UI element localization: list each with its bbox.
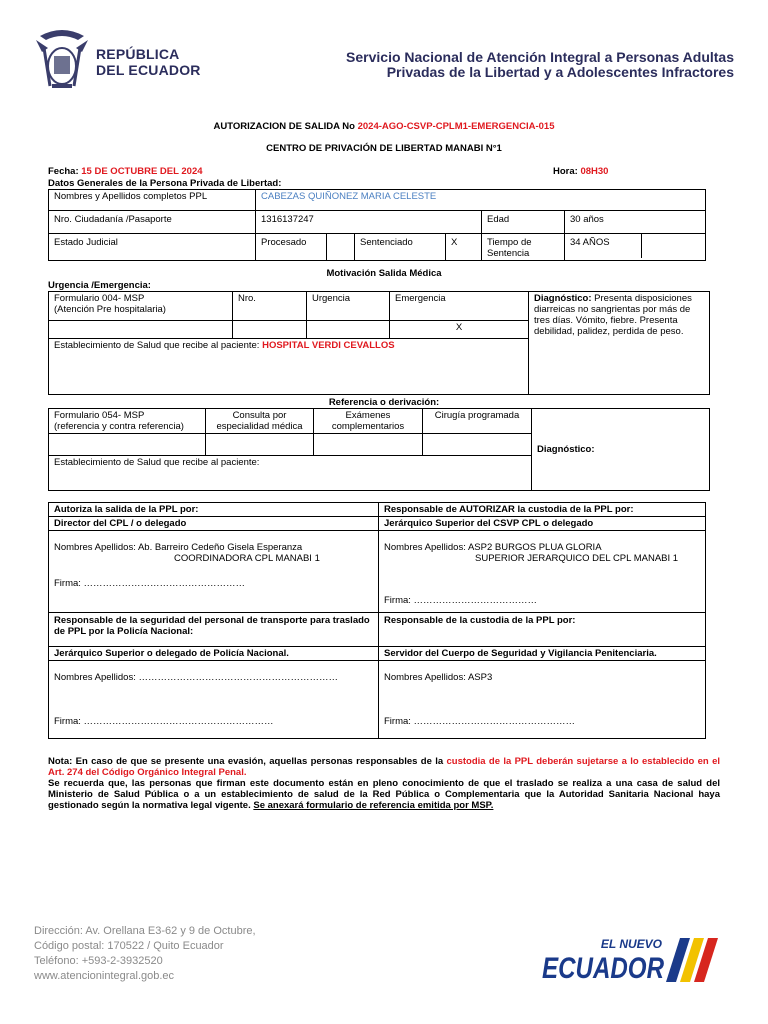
service-title <box>346 50 734 80</box>
edad-value: 30 años <box>565 211 706 234</box>
tiempo-sentencia-value: 34 AÑOS <box>565 234 642 258</box>
director-nombres: Nombres Apellidos: Ab. Barreiro Cedeño Gisela Esperanza <box>54 542 303 553</box>
director-signature-cell <box>49 531 379 613</box>
hora-label: Hora: <box>553 166 581 177</box>
nota-block <box>48 756 720 811</box>
el-nuevo-ecuador-logo <box>538 932 728 988</box>
auth-prefix: AUTORIZACION DE SALIDA No <box>213 121 358 132</box>
director-heading: Director del CPL / o delegado <box>49 517 379 531</box>
datos-generales-heading: Datos Generales de la Persona Privada de Libertad: <box>48 178 282 189</box>
autoriza-heading: Autoriza la salida de la PPL por: <box>49 503 379 517</box>
signatures-table <box>48 502 706 739</box>
jerarquico-csvp-heading: Jerárquico Superior del CSVP CPL o delegado <box>379 517 706 531</box>
republica-line-2: DEL ECUADOR <box>96 62 201 78</box>
nro-value <box>233 321 307 339</box>
policia-signature-cell <box>49 661 379 739</box>
cirugia-value <box>423 434 532 456</box>
examenes-label: Exámenes complementarios <box>314 409 423 434</box>
custodia-nombres: Nombres Apellidos: ASP3 <box>384 672 493 683</box>
authorization-title <box>0 121 768 132</box>
nombres-value: CABEZAS QUIÑONEZ MARIA CELESTE <box>256 190 706 211</box>
responsable-autorizar-heading: Responsable de AUTORIZAR la custodia de la PPL por: <box>379 503 706 517</box>
csvp-signature-cell <box>379 531 706 613</box>
service-line-2: Privadas de la Libertad y a Adolescentes Infractores <box>386 64 734 80</box>
service-line-1: Servicio Nacional de Atención Integral a Personas Adultas <box>346 49 734 65</box>
referencia-title: Referencia o derivación: <box>328 397 440 408</box>
auth-number: 2024-AGO-CSVP-CPLM1-EMERGENCIA-015 <box>357 121 555 132</box>
custodia-signature-cell <box>379 661 706 739</box>
csvp-firma: Firma: ………………………………… <box>384 595 538 606</box>
edad-label: Edad <box>482 211 565 234</box>
ref-diagnostico-cell <box>532 409 710 491</box>
custodia-firma: Firma: …………………………………………… <box>384 716 576 727</box>
estado-judicial-label: Estado Judicial <box>49 234 256 261</box>
policia-subheading: Jerárquico Superior o delegado de Policía Nacional. <box>49 647 379 661</box>
nombres-label: Nombres y Apellidos completos PPL <box>49 190 256 211</box>
diagnostico-text: Presenta disposiciones diarreicas no sangrientas por más de tres días. Vómito, fiebre. Presenta debilidad, palidez, perdida de peso. <box>534 293 692 337</box>
general-data-table <box>48 189 706 261</box>
empty-cell <box>642 234 705 258</box>
custodia-subheading: Servidor del Cuerpo de Seguridad y Vigilancia Penitenciaria. <box>379 647 706 661</box>
formulario-054-cell <box>49 409 206 434</box>
republica-title <box>96 46 201 78</box>
emergencia-label: Emergencia <box>390 292 529 321</box>
anexo-text: Se anexará formulario de referencia emitida por MSP. <box>253 800 494 811</box>
sentenciado-mark: X <box>446 234 482 261</box>
consulta-value <box>206 434 314 456</box>
empty-cell <box>49 321 233 339</box>
establecimiento-value: HOSPITAL VERDI CEVALLOS <box>262 340 395 351</box>
consulta-label: Consulta por especialidad médica <box>206 409 314 434</box>
tiempo-sentencia-cell <box>565 234 706 261</box>
nota-red-text: custodia de la PPL deberán sujetarse a lo establecido en el Art. 274 del Código Orgánico Integral Penal. <box>48 756 720 778</box>
policia-firma: Firma: …………………………………………………… <box>54 716 274 727</box>
hora-value: 08H30 <box>580 166 609 177</box>
ref-establecimiento: Establecimiento de Salud que recibe al paciente: <box>49 456 532 491</box>
nota-text: Nota: En caso de que se presente una evasión, aquellas personas responsables de la <box>48 756 447 767</box>
establecimiento-cell <box>49 339 529 395</box>
el-nuevo-text: EL NUEVO <box>600 937 662 951</box>
republica-line-1: REPÚBLICA <box>96 46 180 62</box>
procesado-label: Procesado <box>256 234 327 261</box>
examenes-value <box>314 434 423 456</box>
diagnostico-cell <box>529 292 710 395</box>
coat-of-arms-logo <box>32 26 92 94</box>
emergencia-mark: X <box>390 321 529 339</box>
csvp-nombres: Nombres Apellidos: ASP2 BURGOS PLUA GLORIA <box>384 542 602 553</box>
policia-nombres: Nombres Apellidos: ……………………………………………………… <box>54 672 338 683</box>
recordatorio-text: Se recuerda que, las personas que firman este documento están en pleno conocimiento de que el traslado se realiza a una casa de salud del Ministerio de Salud Pública o a un establecimiento de salud de la Red Pública o Complementaria que la Autoridad Sanitaria Nacional haya gestionado según la normativa legal vigente. <box>48 778 720 811</box>
csvp-cargo: SUPERIOR JERARQUICO DEL CPL MANABI 1 <box>475 553 679 564</box>
center-title: CENTRO DE PRIVACIÓN DE LIBERTAD MANABI N°1 <box>266 143 502 154</box>
footer-contact <box>34 924 256 984</box>
referencia-contra: (referencia y contra referencia) <box>54 421 184 432</box>
urgencia-value <box>307 321 390 339</box>
hora <box>553 166 608 177</box>
urgencia-heading: Urgencia /Emergencia: <box>48 280 151 291</box>
formulario-004: Formulario 004- MSP <box>54 293 145 304</box>
fecha-label: Fecha: <box>48 166 82 177</box>
establecimiento-label: Establecimiento de Salud que recibe al paciente: <box>54 340 263 351</box>
footer-telefono: Teléfono: +593-2-3932520 <box>34 955 163 967</box>
formulario-054: Formulario 054- MSP <box>54 410 145 421</box>
nota-paragraph-1 <box>48 756 720 778</box>
fecha <box>48 166 203 177</box>
motivacion-title: Motivación Salida Médica <box>326 268 442 279</box>
cedula-value: 1316137247 <box>256 211 482 234</box>
empty-cell <box>49 434 206 456</box>
custodia-heading: Responsable de la custodia de la PPL por: <box>379 613 706 647</box>
procesado-box <box>327 234 355 261</box>
nro-label: Nro. <box>233 292 307 321</box>
formulario-004-cell <box>49 292 233 321</box>
fecha-value: 15 DE OCTUBRE DEL 2024 <box>81 166 203 177</box>
ecuador-text: ECUADOR <box>542 952 665 985</box>
footer-direccion: Dirección: Av. Orellana E3-62 y 9 de Octubre, <box>34 925 256 937</box>
ref-diagnostico-label: Diagnóstico: <box>537 444 595 455</box>
director-cargo: COORDINADORA CPL MANABI 1 <box>174 553 320 564</box>
tiempo-sentencia-label: Tiempo de Sentencia <box>482 234 565 261</box>
diagnostico-label: Diagnóstico: <box>534 293 592 304</box>
referencia-table <box>48 408 710 491</box>
nota-paragraph-2 <box>48 778 720 811</box>
director-firma: Firma: …………………………………………… <box>54 578 246 589</box>
footer-codigo-postal: Código postal: 170522 / Quito Ecuador <box>34 940 224 952</box>
atencion-pre-hospitalaria: (Atención Pre hospitalaria) <box>54 304 166 315</box>
urgencia-label: Urgencia <box>307 292 390 321</box>
motivacion-table <box>48 291 710 395</box>
sentenciado-label: Sentenciado <box>355 234 446 261</box>
footer-web[interactable]: www.atencionintegral.gob.ec <box>34 970 175 982</box>
cedula-label: Nro. Ciudadanía /Pasaporte <box>49 211 256 234</box>
cirugia-label: Cirugía programada <box>423 409 532 434</box>
policia-heading: Responsable de la seguridad del personal de transporte para traslado de PPL por la Policía Nacional: <box>49 613 379 647</box>
